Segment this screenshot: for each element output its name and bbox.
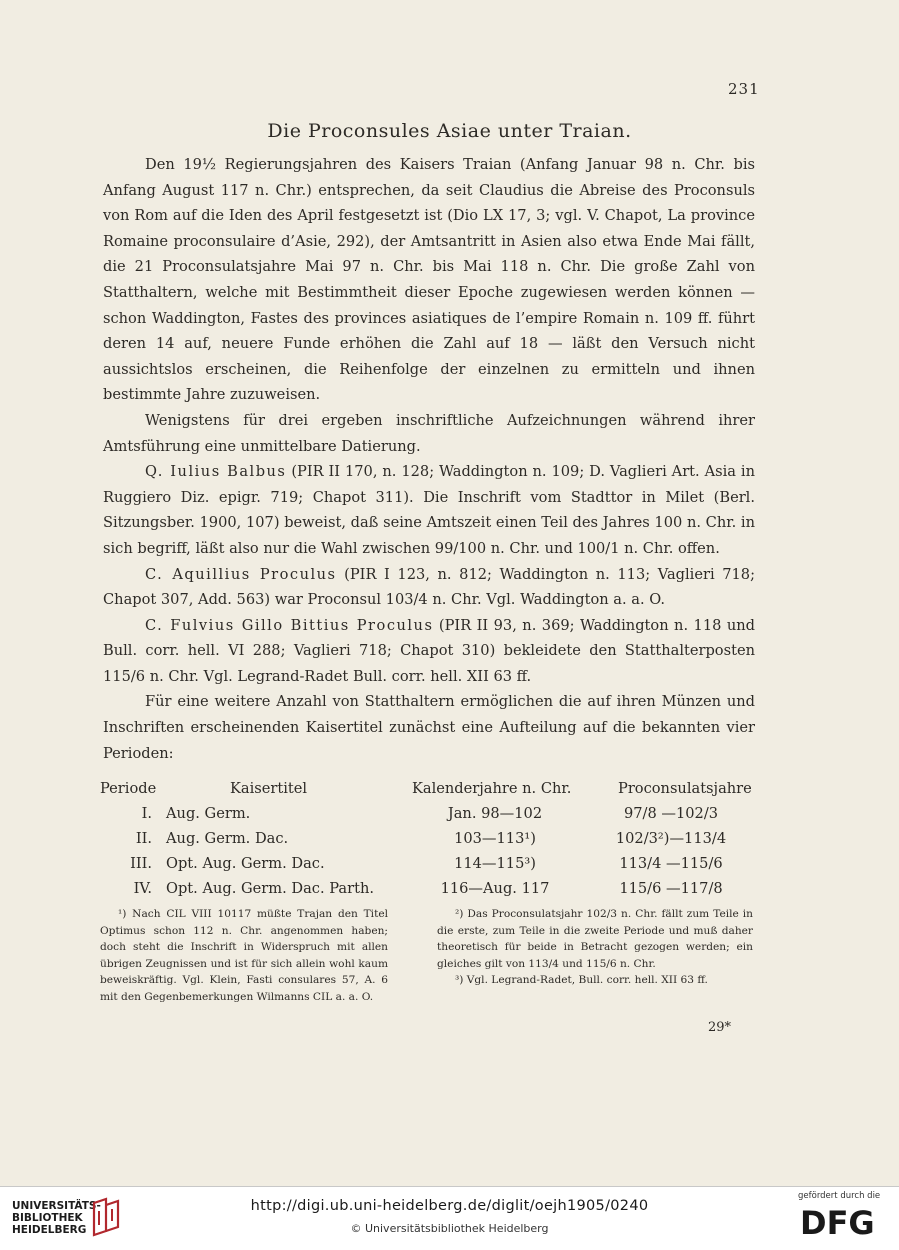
cell-years: 114—115³) [454, 855, 536, 872]
cell-title: Aug. Germ. [166, 805, 251, 822]
table-row [100, 830, 755, 855]
name-fulvius: C. Fulvius Gillo Bittius Proculus [145, 616, 434, 634]
table-header-row [100, 780, 755, 805]
cell-title: Opt. Aug. Germ. Dac. Parth. [166, 880, 374, 897]
cell-proconsul-years: 97/8 —102/3 [623, 805, 719, 822]
cell-period: II. [135, 830, 152, 847]
dfg-logo-icon[interactable] [800, 1204, 886, 1238]
cell-period: I. [141, 805, 152, 822]
paragraph-periods: Für eine weitere Anzahl von Statthaltern ermöglichen die auf ihren Münzen und Inschriften erscheinenden Kaisertitel zunächst eine Aufteilung auf die bekannten vier Perioden: [103, 693, 755, 762]
table-row [100, 855, 755, 880]
cell-title: Aug. Germ. Dac. [166, 830, 289, 847]
viewer-footer [0, 1186, 899, 1250]
uni-line-3: HEIDELBERG [12, 1224, 87, 1236]
uni-line-1: UNIVERSITÄTS- [12, 1200, 101, 1212]
cell-years: 116—Aug. 117 [440, 880, 550, 897]
footnote-1: ¹) Nach CIL VIII 10117 müßte Trajan den Titel Optimus schon 112 n. Chr. angenommen haben; doch steht die Inschrift in Widerspruch mit allen übrigen Zeugnissen und ist für sich allein wohl kaum beweiskräftig. Vgl. Klein, Fasti consulares 57, A. 6 mit den Gegenbemerkungen Wilmanns CIL a. a. O. [100, 908, 388, 1003]
cell-proconsul-years: 115/6 —117/8 [619, 880, 723, 897]
footnote-column-left [100, 906, 388, 1006]
cell-years: 103—113¹) [454, 830, 536, 847]
copyright-text: © Universitätsbibliothek Heidelberg [350, 1222, 549, 1235]
funded-by-label: gefördert durch die [798, 1191, 881, 1201]
footnote-3: ³) Vgl. Legrand-Radet, Bull. corr. hell. XII 63 ff. [455, 974, 708, 987]
footnote-2: ²) Das Proconsulatsjahr 102/3 n. Chr. fällt zum Teile in die erste, zum Teile in die zweite Periode und muß daher theoretisch für beide in Betracht gezogen werden; ein gleiches gilt von 113/4 und 115/6 n. Chr. [437, 908, 753, 970]
cell-proconsul-years: 102/3²)—113/4 [615, 830, 727, 847]
footnote-column-right [437, 906, 753, 989]
permalink-url[interactable]: http://digi.ub.uni-heidelberg.de/diglit/oejh1905/0240 [250, 1198, 649, 1214]
body-text [103, 152, 755, 766]
text-aquillius: (PIR I 123, n. 812; Waddington n. 113; Vaglieri 718; Chapot 307, Add. 563) war Proconsul 103/4 n. Chr. Vgl. Waddington a. a. O. [103, 565, 755, 609]
header-kaisertitel: Kaisertitel [230, 780, 308, 797]
page-number: 231 [728, 80, 760, 98]
table-row [100, 880, 755, 905]
cell-period: III. [130, 855, 152, 872]
header-periode: Periode [100, 780, 157, 797]
paragraph-datings: Wenigstens für drei ergeben inschriftliche Aufzeichnungen während ihrer Amtsführung eine unmittelbare Datierung. [103, 411, 755, 455]
footer-divider [0, 1186, 899, 1187]
header-kalenderjahre: Kalenderjahre n. Chr. [412, 780, 572, 797]
cell-period: IV. [133, 880, 152, 897]
page-title: Die Proconsules Asiae unter Traian. [267, 120, 632, 142]
paragraph-intro: Den 19½ Regierungsjahren des Kaisers Traian (Anfang Januar 98 n. Chr. bis Anfang August 117 n. Chr.) entsprechen, da seit Claudius die Abreise des Proconsuls von Rom auf die Iden des April festgesetzt ist (Dio LX 17, 3; vgl. V. Chapot, La province Romaine proconsulaire d’Asie, 292), der Amtsantritt in Asien also etwa Ende Mai fällt, die 21 Proconsulatsjahre Mai 97 n. Chr. bis Mai 118 n. Chr. Die große Zahl von Statthaltern, welche mit Bestimmtheit dieser Epoche zugewiesen werden können — schon Waddington, Fastes des provinces asiatiques de l’empire Romain n. 109 ff. führt deren 14 auf, neuere Funde erhöhen die Zahl auf 18 — läßt den Versuch nicht aussichtslos erscheinen, die Reihenfolge der einzelnen zu ermitteln und ihnen bestimmte Jahre zuzuweisen. [103, 156, 755, 404]
periods-table [100, 780, 755, 905]
cell-proconsul-years: 113/4 —115/6 [619, 855, 723, 872]
dfg-logo-text: DFG [800, 1204, 875, 1238]
text-balbus: (PIR II 170, n. 128; Waddington n. 109; D. Vaglieri Art. Asia in Ruggiero Diz. epigr. 719; Chapot 311). Die Inschrift vom Stadttor in Milet (Berl. Sitzungsber. 1900, 107) beweist, daß seine Amtszeit einen Teil des Jahres 100 n. Chr. in sich begriff, läßt also nur die Wahl zwischen 99/100 n. Chr. und 100/1 n. Chr. offen. [103, 463, 755, 557]
cell-title: Opt. Aug. Germ. Dac. [166, 855, 325, 872]
header-proconsulatsjahre: Proconsulatsjahre [618, 780, 752, 797]
name-aquillius: C. Aquillius Proculus [145, 565, 337, 583]
paragraph-aquillius [103, 562, 755, 613]
paragraph-balbus [103, 459, 755, 561]
paragraph-fulvius [103, 613, 755, 690]
uni-line-2: BIBLIOTHEK [12, 1212, 83, 1224]
name-balbus: Q. Iulius Balbus [145, 463, 287, 481]
text-fulvius: (PIR II 93, n. 369; Waddington n. 118 und Bull. corr. hell. VI 288; Vaglieri 718; Chapot 310) bekleidete den Statthalterposten 115/6 n. Chr. Vgl. Legrand-Radet Bull. corr. hell. XII 63 ff. [103, 616, 756, 685]
table-row [100, 805, 755, 830]
cell-years: Jan. 98—102 [447, 805, 543, 822]
signature-mark: 29* [708, 1020, 732, 1035]
